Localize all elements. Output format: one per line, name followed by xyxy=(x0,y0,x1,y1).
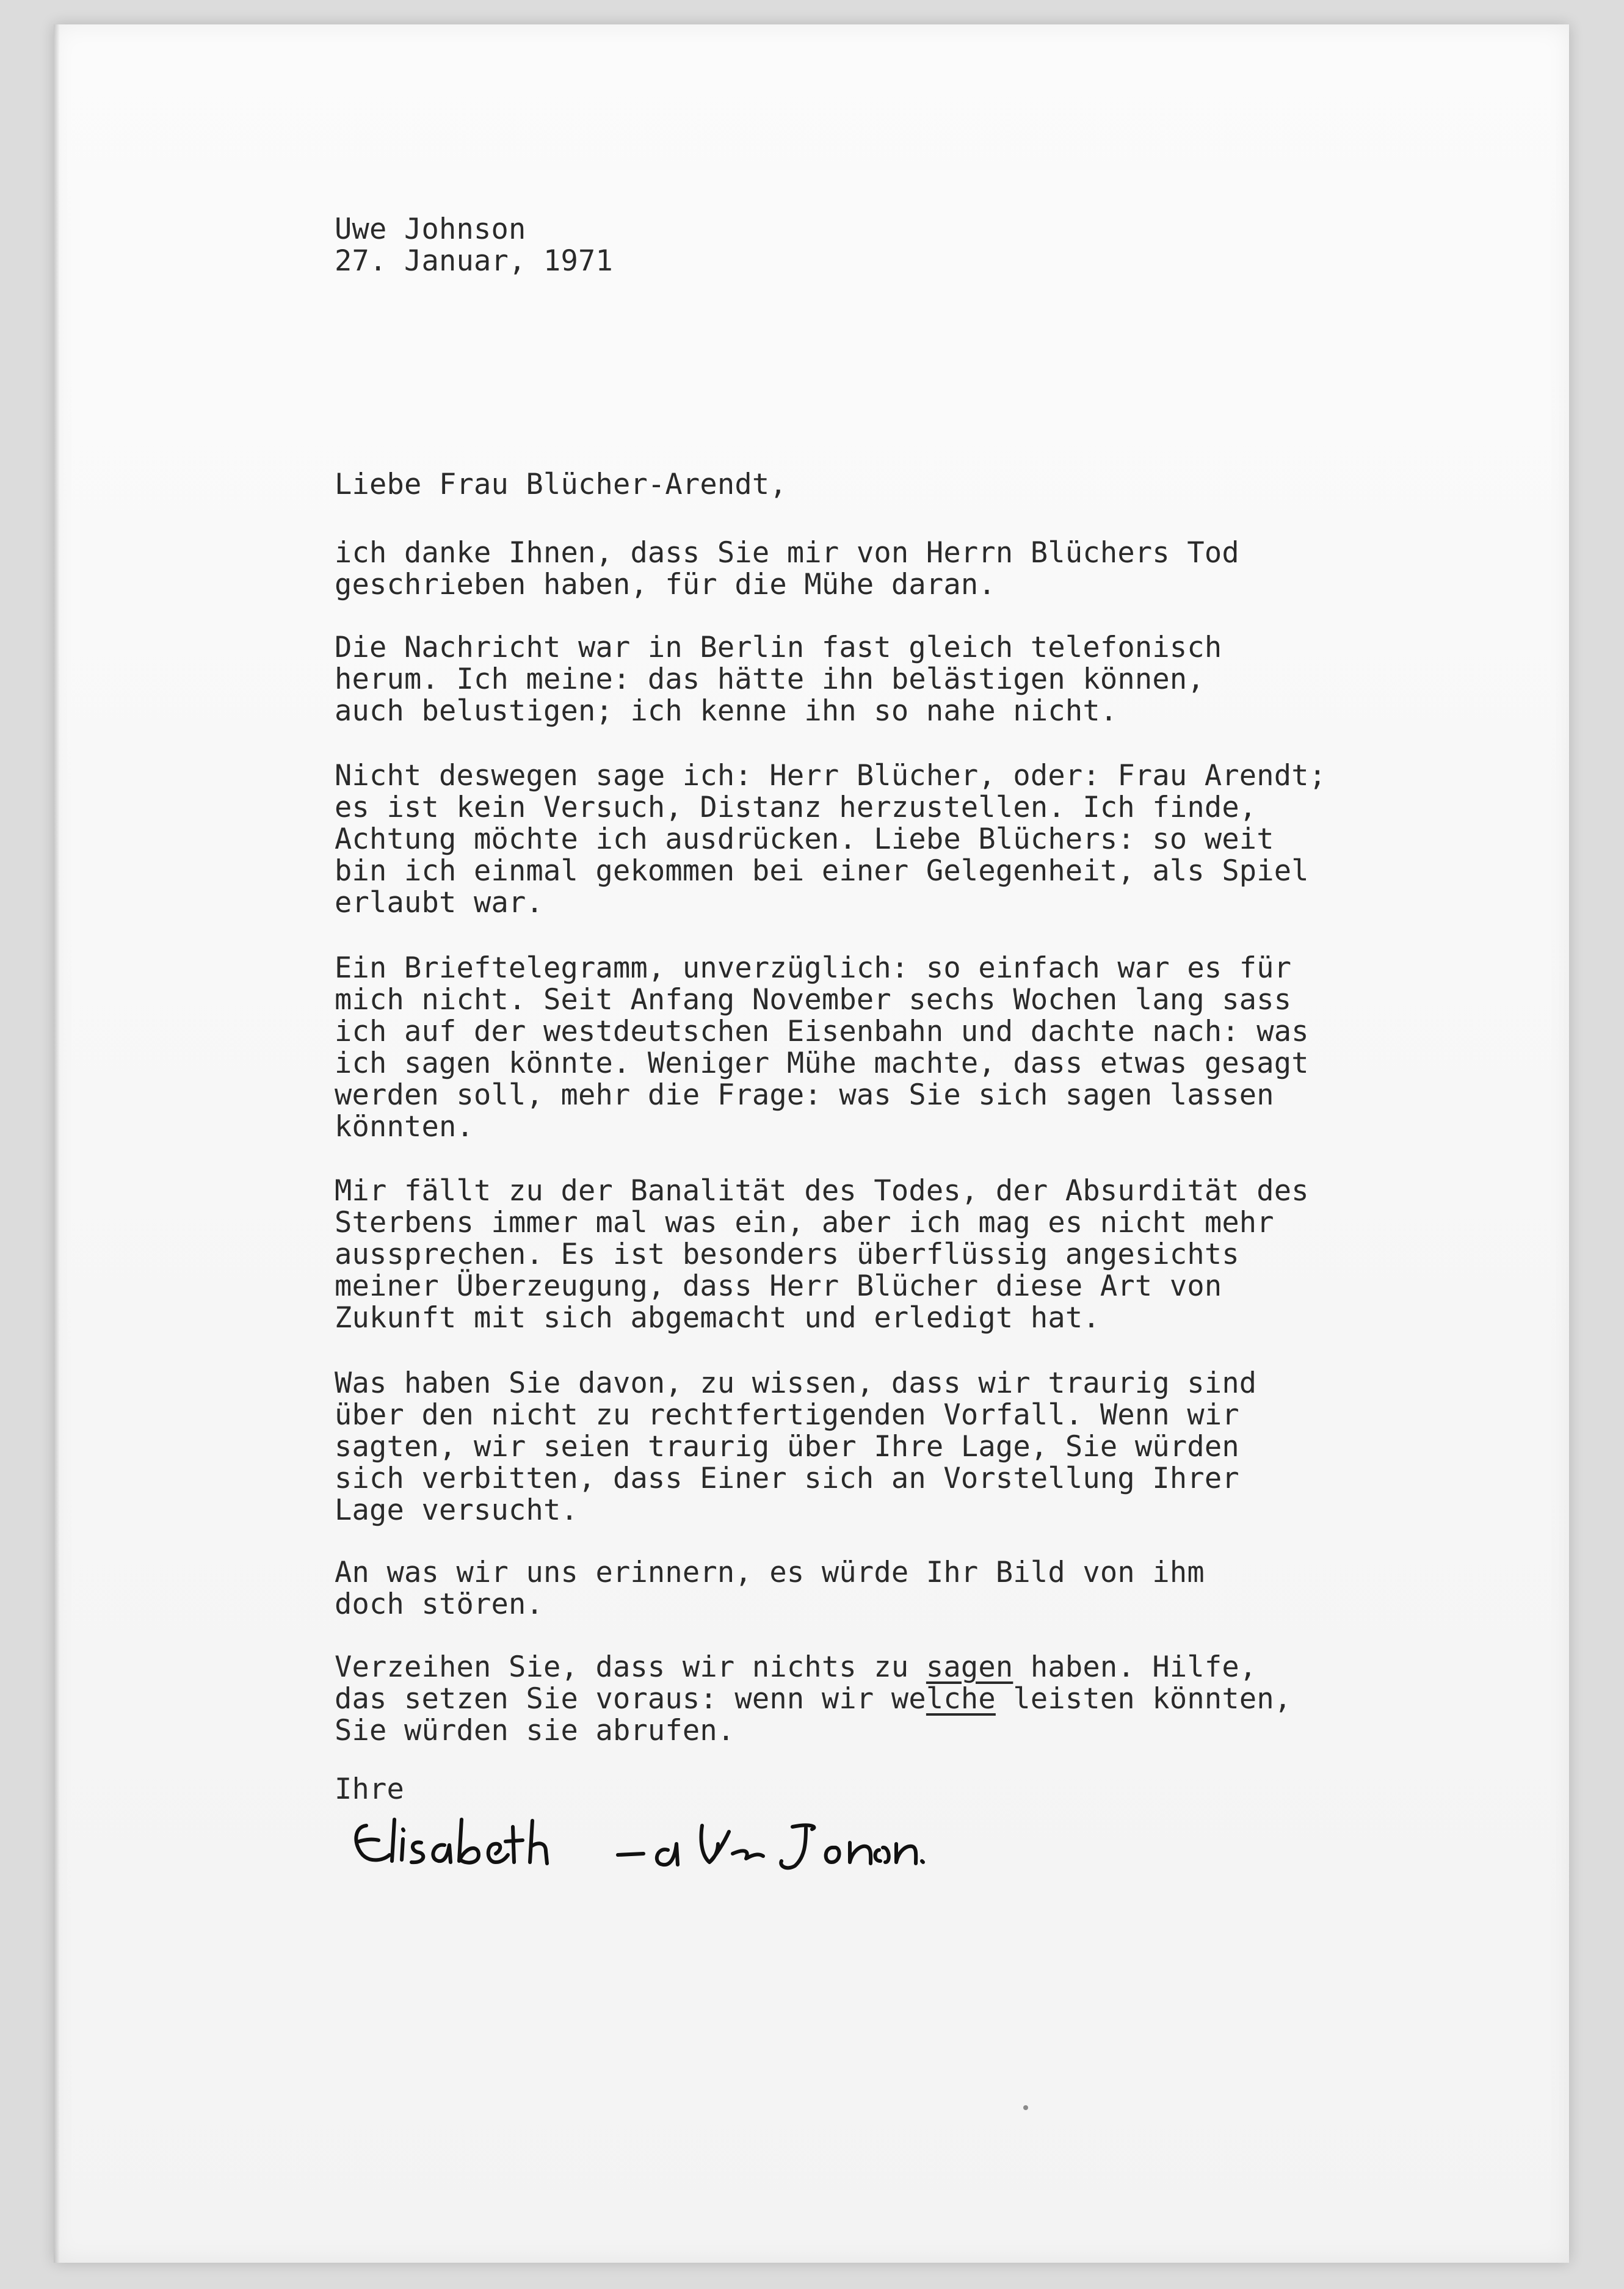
closing: Ihre xyxy=(335,1772,404,1806)
paragraph-8 xyxy=(335,1652,1291,1747)
paragraph-line xyxy=(335,1683,1291,1715)
text-segment: Verzeihen Sie, dass wir nichts zu xyxy=(335,1650,926,1684)
paragraph-line: geschrieben haben, für die Mühe daran. xyxy=(335,568,996,601)
sender-block xyxy=(335,214,613,277)
paragraph-line: Mir fällt zu der Banalität des Todes, der Absurdität des xyxy=(335,1174,1309,1208)
paragraph-line: erlaubt war. xyxy=(335,886,543,920)
paragraph-4 xyxy=(335,952,1309,1143)
paper-edge-shadow xyxy=(54,24,60,2263)
paragraph-3 xyxy=(335,760,1326,919)
paragraph-line: aussprechen. Es ist besonders überflüssig angesichts xyxy=(335,1238,1239,1271)
paragraph-line: Nicht deswegen sage ich: Herr Blücher, oder: Frau Arendt; xyxy=(335,759,1327,793)
paragraph-line: Was haben Sie davon, zu wissen, dass wir traurig sind xyxy=(335,1366,1257,1400)
paragraph-line: ich sagen könnte. Weniger Mühe machte, dass etwas gesagt xyxy=(335,1047,1309,1080)
text-segment: leisten könnten, xyxy=(995,1682,1292,1716)
underlined-word: lche xyxy=(926,1682,996,1716)
paragraph-line: Achtung möchte ich ausdrücken. Liebe Blüchers: so weit xyxy=(335,822,1274,856)
paragraph-line: werden soll, mehr die Frage: was Sie sich sagen lassen xyxy=(335,1078,1274,1112)
paragraph-2 xyxy=(335,632,1222,727)
paragraph-line: doch stören. xyxy=(335,1587,543,1621)
paper-sheet xyxy=(54,24,1569,2263)
paragraph-line: könnten. xyxy=(335,1110,474,1144)
paragraph-line: sagten, wir seien traurig über Ihre Lage, Sie würden xyxy=(335,1430,1239,1464)
sender-name: Uwe Johnson xyxy=(335,212,526,246)
paragraph-line: herum. Ich meine: das hätte ihn belästigen können, xyxy=(335,662,1205,696)
paragraph-line: auch belustigen; ich kenne ihn so nahe nicht. xyxy=(335,694,1118,728)
paragraph-7 xyxy=(335,1557,1205,1620)
letter-date: 27. Januar, 1971 xyxy=(335,244,613,278)
paragraph-line: bin ich einmal gekommen bei einer Gelegenheit, als Spiel xyxy=(335,854,1309,888)
underlined-word: sagen xyxy=(926,1650,1013,1684)
paragraph-line: Zukunft mit sich abgemacht und erledigt hat. xyxy=(335,1301,1100,1335)
paper-speck xyxy=(1023,2105,1028,2110)
paragraph-6 xyxy=(335,1368,1256,1526)
handwritten-signature xyxy=(342,1807,928,1881)
paragraph-line: ich auf der westdeutschen Eisenbahn und dachte nach: was xyxy=(335,1015,1309,1048)
paragraph-line: ich danke Ihnen, dass Sie mir von Herrn Blüchers Tod xyxy=(335,536,1239,570)
paragraph-line: mich nicht. Seit Anfang November sechs Wochen lang sass xyxy=(335,983,1292,1017)
salutation: Liebe Frau Blücher-Arendt, xyxy=(335,468,787,501)
paragraph-line: Lage versucht. xyxy=(335,1493,578,1527)
paragraph-line: sich verbitten, dass Einer sich an Vorstellung Ihrer xyxy=(335,1462,1239,1495)
paragraph-line: An was wir uns erinnern, es würde Ihr Bild von ihm xyxy=(335,1556,1205,1589)
paragraph-line: Ein Brieftelegramm, unverzüglich: so einfach war es für xyxy=(335,951,1292,985)
text-segment: haben. Hilfe, xyxy=(1013,1650,1257,1684)
paragraph-1 xyxy=(335,537,1239,601)
paragraph-line: Sterbens immer mal was ein, aber ich mag es nicht mehr xyxy=(335,1206,1274,1239)
paragraph-line: meiner Überzeugung, dass Herr Blücher diese Art von xyxy=(335,1269,1222,1303)
paragraph-line: Sie würden sie abrufen. xyxy=(335,1714,735,1747)
text-segment: das setzen Sie voraus: wenn wir we xyxy=(335,1682,926,1716)
paragraph-line: es ist kein Versuch, Distanz herzustellen. Ich finde, xyxy=(335,791,1257,824)
paragraph-line: Die Nachricht war in Berlin fast gleich telefonisch xyxy=(335,631,1222,664)
paragraph-line: über den nicht zu rechtfertigenden Vorfall. Wenn wir xyxy=(335,1398,1239,1432)
paragraph-line xyxy=(335,1652,1291,1683)
signature-drawing xyxy=(342,1807,928,1881)
paragraph-5 xyxy=(335,1175,1309,1334)
